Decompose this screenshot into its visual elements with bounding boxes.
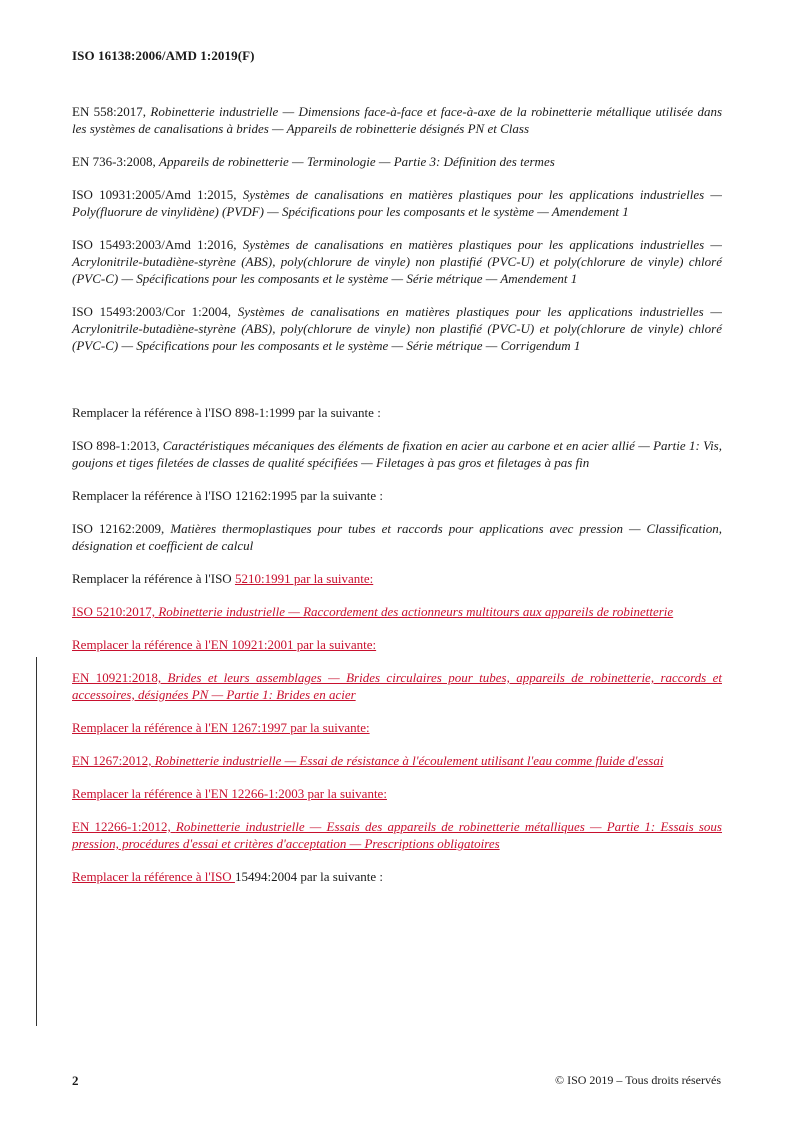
reference-entry: ISO 15493:2003/Amd 1:2016, Systèmes de canalisations en matières plastiques pour les applications industrielles — Acrylonitrile-butadiène-styrène (ABS), poly(chlorure de vinyle) non plastifié (PVC-U) et poly(chlorure de vinyle) chloré (PVC-C) — Spécifications pour les composants et le système — Série métrique — Amendement 1 [72, 237, 722, 286]
main-content [72, 103, 722, 885]
reference-entry: ISO 15493:2003/Cor 1:2004, Systèmes de canalisations en matières plastiques pour les applications industrielles — Acrylonitrile-butadiène-styrène (ABS), poly(chlorure de vinyle) non plastifié (PVC-U) et poly(chlorure de vinyle) chloré (PVC-C) — Spécifications pour les composants et le système — Série métrique — Corrigendum 1 [72, 304, 722, 353]
reference-entry-inserted: EN 1267:2012, Robinetterie industrielle — Essai de résistance à l'écoulement utilisant l'eau comme fluide d'essai [72, 753, 664, 768]
reference-entry: ISO 898-1:2013, Caractéristiques mécaniques des éléments de fixation en acier au carbone et en acier allié — Partie 1: Vis, goujons et tiges filetées de classes de qualité spécifiées — Filetages à pas gros et filetages à pas fin [72, 438, 722, 470]
reference-entry: ISO 12162:2009, Matières thermoplastiques pour tubes et raccords pour applications avec pression — Classification, désignation et coefficient de calcul [72, 521, 722, 553]
reference-entry-inserted: EN 10921:2018, Brides et leurs assemblages — Brides circulaires pour tubes, appareils de robinetterie, raccords et accessoires, désignées PN — Partie 1: Brides en acier [72, 670, 722, 702]
reference-entry-inserted: ISO 5210:2017, Robinetterie industrielle — Raccordement des actionneurs multitours aux appareils de robinetterie [72, 604, 674, 619]
reference-entry: EN 558:2017, Robinetterie industrielle — Dimensions face-à-face et face-à-axe de la robinetterie métallique utilisée dans les systèmes de canalisations à brides — Appareils de robinetterie désignés PN et Class [72, 104, 722, 136]
inserted-text: 5210:1991 par la suivante: [234, 571, 374, 586]
replace-instruction-inserted: Remplacer la référence à l'EN 10921:2001 par la suivante: [72, 637, 377, 652]
page-number: 2 [72, 1073, 79, 1088]
replace-instruction: Remplacer la référence à l'ISO 898-1:1999 par la suivante : [72, 405, 381, 420]
copyright-notice: © ISO 2019 – Tous droits réservés [554, 1073, 721, 1087]
replace-instruction: Remplacer la référence à l'ISO 5210:1991 par la suivante: [72, 571, 374, 586]
replace-instruction-inserted: Remplacer la référence à l'EN 1267:1997 par la suivante: [72, 720, 370, 735]
reference-entry: ISO 10931:2005/Amd 1:2015, Systèmes de canalisations en matières plastiques pour les applications industrielles — Poly(fluorure de vinylidène) (PVDF) — Spécifications pour les composants et le système — Amendement 1 [72, 187, 722, 219]
reference-entry: EN 736-3:2008, Appareils de robinetterie — Terminologie — Partie 3: Définition des termes [72, 154, 555, 169]
reference-entry-inserted: EN 12266-1:2012, Robinetterie industrielle — Essais des appareils de robinetterie métalliques — Partie 1: Essais sous pression, procédures d'essai et critères d'acceptation — Prescriptions obligatoires [72, 819, 722, 851]
inserted-text: Remplacer la référence à l'ISO [72, 869, 235, 884]
replace-instruction: Remplacer la référence à l'ISO 12162:1995 par la suivante : [72, 488, 383, 503]
replace-instruction-inserted: Remplacer la référence à l'EN 12266-1:2003 par la suivante: [72, 786, 387, 801]
replace-instruction: Remplacer la référence à l'ISO 15494:2004 par la suivante : [72, 869, 383, 884]
document-header: ISO 16138:2006/AMD 1:2019(F) [72, 48, 255, 63]
change-bar [36, 657, 37, 1026]
